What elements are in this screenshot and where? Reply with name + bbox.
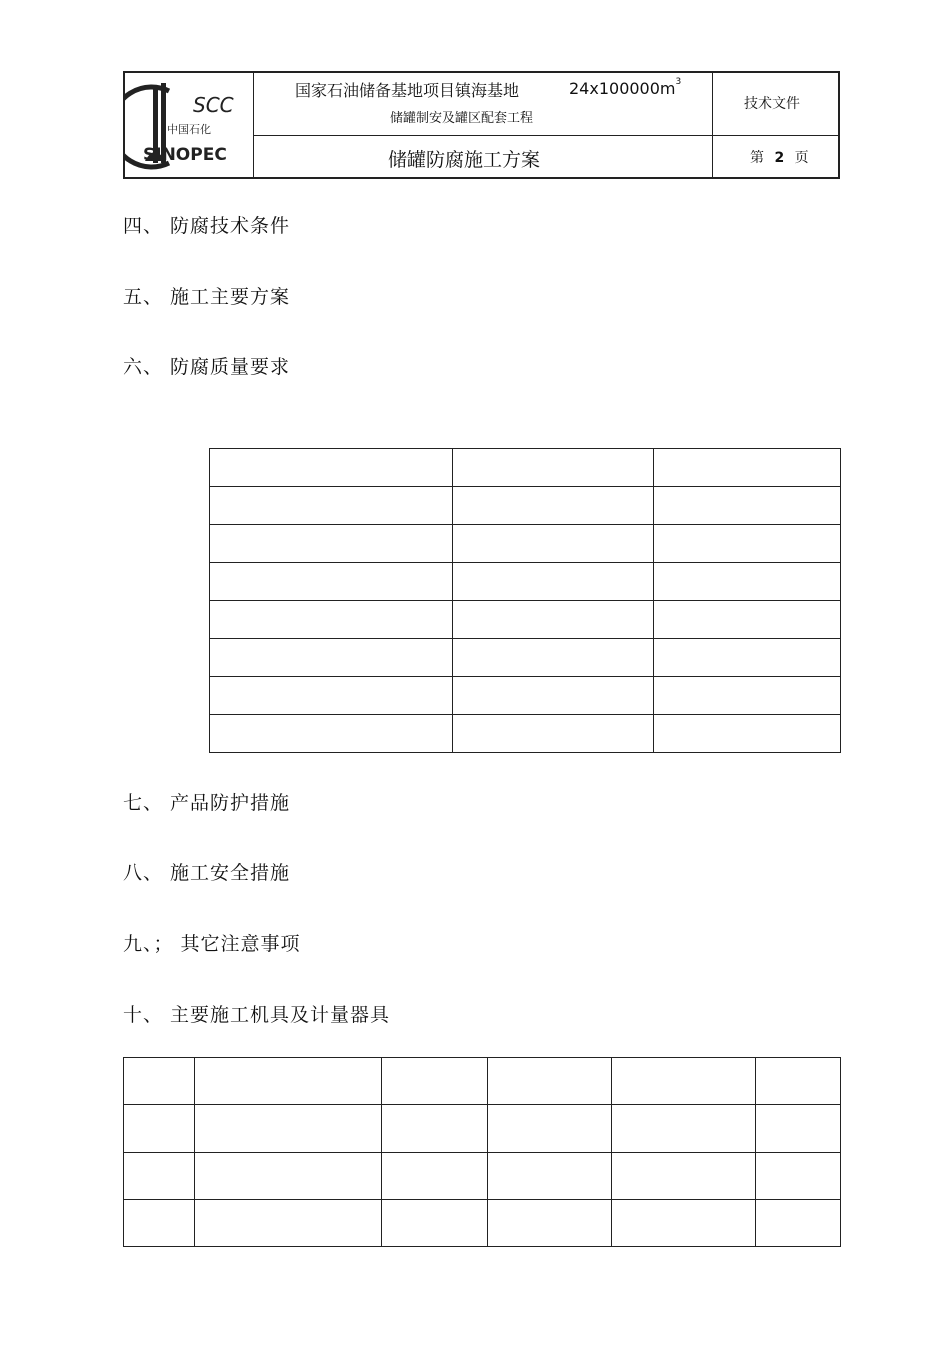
table-row — [210, 525, 841, 563]
table-row — [210, 715, 841, 753]
quality-table — [209, 448, 841, 753]
document-header — [123, 71, 840, 179]
section-7-heading: 七、 产品防护措施 — [123, 792, 291, 814]
project-title-line1: 国家石油储备基地项目镇海基地 — [295, 81, 520, 100]
section-6-heading: 六、 防腐质量要求 — [123, 356, 291, 378]
section-8-heading: 八、 施工安全措施 — [123, 862, 291, 884]
table-row — [210, 601, 841, 639]
section-10-heading: 十、 主要施工机具及计量器具 — [123, 1004, 391, 1026]
table-row — [124, 1058, 841, 1105]
logo-cn-text: 中国石化 — [167, 123, 211, 136]
table-row — [124, 1105, 841, 1152]
logo-sinopec-text: SINOPEC — [143, 145, 227, 165]
section-9-heading: 九、； 其它注意事项 — [123, 933, 301, 955]
page-indicator: 第 2 页 — [750, 150, 809, 166]
table-row — [124, 1199, 841, 1246]
project-title-line2: 储罐制安及罐区配套工程 — [390, 111, 534, 126]
table-row — [210, 487, 841, 525]
doc-title: 储罐防腐施工方案 — [388, 149, 541, 171]
section-5-heading: 五、 施工主要方案 — [123, 286, 291, 308]
table-row — [210, 563, 841, 601]
table-row — [210, 639, 841, 677]
sinopec-logo — [125, 73, 253, 177]
table-row — [124, 1152, 841, 1199]
tools-table — [123, 1057, 841, 1247]
table-row — [210, 449, 841, 487]
project-capacity: $24x100000m^3$ — [569, 76, 682, 98]
logo-scc-text: SCC — [193, 93, 234, 117]
doc-type: 技术文件 — [744, 96, 800, 112]
table-row — [210, 677, 841, 715]
section-4-heading: 四、 防腐技术条件 — [123, 215, 291, 237]
